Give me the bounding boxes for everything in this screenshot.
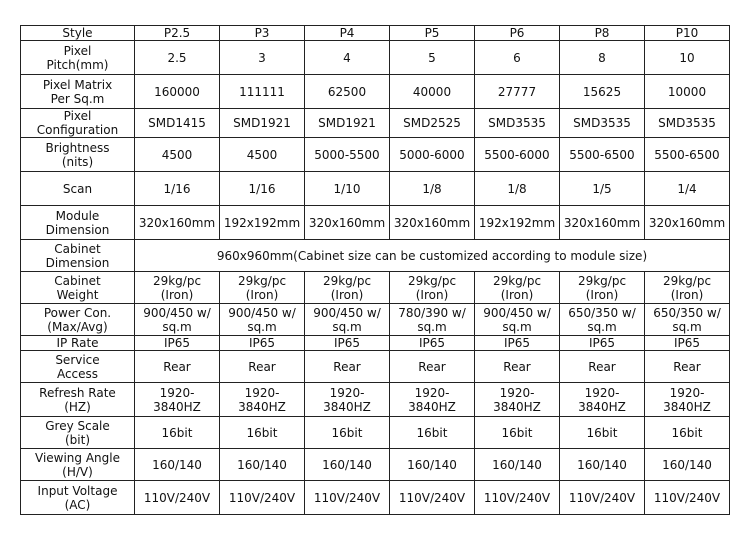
row-label: Pixel Matrix Per Sq.m — [21, 75, 135, 109]
table-row — [21, 138, 730, 172]
header-label: Style — [21, 26, 135, 41]
table-cell: 16bit — [135, 417, 220, 449]
table-cell: 160/140 — [390, 449, 475, 481]
table-row — [21, 481, 730, 515]
table-cell: 320x160mm — [305, 206, 390, 240]
table-cell: 16bit — [475, 417, 560, 449]
table-cell: 62500 — [305, 75, 390, 109]
table-cell: 160/140 — [135, 449, 220, 481]
table-cell: 4500 — [220, 138, 305, 172]
table-row — [21, 240, 730, 272]
table-cell: 16bit — [305, 417, 390, 449]
table-cell: 110V/240V — [645, 481, 730, 515]
table-row — [21, 172, 730, 206]
table-cell: 1/8 — [390, 172, 475, 206]
table-cell: 1/10 — [305, 172, 390, 206]
table-cell: 29kg/pc (Iron) — [645, 272, 730, 304]
table-cell: 160000 — [135, 75, 220, 109]
table-cell: 110V/240V — [390, 481, 475, 515]
table-cell: 1/4 — [645, 172, 730, 206]
table-cell: 16bit — [560, 417, 645, 449]
table-cell: 320x160mm — [560, 206, 645, 240]
table-cell: 5000-5500 — [305, 138, 390, 172]
table-cell: 15625 — [560, 75, 645, 109]
row-label: Viewing Angle (H/V) — [21, 449, 135, 481]
row-label: Grey Scale (bit) — [21, 417, 135, 449]
table-cell: 3 — [220, 41, 305, 75]
table-cell: 1/8 — [475, 172, 560, 206]
table-cell: SMD1921 — [305, 109, 390, 138]
model-header: P3 — [220, 26, 305, 41]
table-cell: 29kg/pc (Iron) — [390, 272, 475, 304]
row-label: Power Con. (Max/Avg) — [21, 304, 135, 336]
table-cell: Rear — [220, 351, 305, 383]
table-cell: 320x160mm — [135, 206, 220, 240]
table-cell: 5500-6500 — [560, 138, 645, 172]
model-header: P8 — [560, 26, 645, 41]
row-label: IP Rate — [21, 336, 135, 351]
table-row — [21, 272, 730, 304]
table-cell: Rear — [135, 351, 220, 383]
row-label: Scan — [21, 172, 135, 206]
table-cell: 29kg/pc (Iron) — [220, 272, 305, 304]
table-cell: 780/390 w/ sq.m — [390, 304, 475, 336]
table-cell: 1/16 — [135, 172, 220, 206]
table-cell: SMD1921 — [220, 109, 305, 138]
table-cell: 1920- 3840HZ — [220, 383, 305, 417]
table-cell: 1/5 — [560, 172, 645, 206]
table-cell: 1920- 3840HZ — [560, 383, 645, 417]
table-cell: Rear — [475, 351, 560, 383]
table-cell: 900/450 w/ sq.m — [305, 304, 390, 336]
model-header: P6 — [475, 26, 560, 41]
model-header: P2.5 — [135, 26, 220, 41]
table-row — [21, 383, 730, 417]
row-label: Cabinet Weight — [21, 272, 135, 304]
table-cell: 40000 — [390, 75, 475, 109]
table-cell: IP65 — [475, 336, 560, 351]
table-cell: 10 — [645, 41, 730, 75]
table-cell: 5500-6500 — [645, 138, 730, 172]
table-cell: IP65 — [305, 336, 390, 351]
row-label: Cabinet Dimension — [21, 240, 135, 272]
table-cell: IP65 — [135, 336, 220, 351]
table-cell: IP65 — [560, 336, 645, 351]
table-cell: Rear — [645, 351, 730, 383]
table-cell: 1920- 3840HZ — [475, 383, 560, 417]
table-cell: 5000-6000 — [390, 138, 475, 172]
table-cell: 192x192mm — [220, 206, 305, 240]
model-header: P10 — [645, 26, 730, 41]
model-header: P4 — [305, 26, 390, 41]
table-cell: 160/140 — [645, 449, 730, 481]
row-label: Input Voltage (AC) — [21, 481, 135, 515]
model-header: P5 — [390, 26, 475, 41]
table-cell: 29kg/pc (Iron) — [560, 272, 645, 304]
table-cell: 900/450 w/ sq.m — [475, 304, 560, 336]
table-row — [21, 109, 730, 138]
table-cell: 111111 — [220, 75, 305, 109]
table-cell: 8 — [560, 41, 645, 75]
table-cell: 192x192mm — [475, 206, 560, 240]
table-cell: 320x160mm — [645, 206, 730, 240]
table-cell: 160/140 — [220, 449, 305, 481]
table-cell: 110V/240V — [560, 481, 645, 515]
table-cell: SMD1415 — [135, 109, 220, 138]
table-cell: 10000 — [645, 75, 730, 109]
table-cell: 4 — [305, 41, 390, 75]
table-cell: 1/16 — [220, 172, 305, 206]
row-label: Pixel Configuration — [21, 109, 135, 138]
table-cell: 29kg/pc (Iron) — [475, 272, 560, 304]
table-cell: 4500 — [135, 138, 220, 172]
table-cell: 160/140 — [475, 449, 560, 481]
table-cell: 110V/240V — [135, 481, 220, 515]
table-cell: 320x160mm — [390, 206, 475, 240]
table-cell: SMD2525 — [390, 109, 475, 138]
table-row — [21, 41, 730, 75]
table-cell: Rear — [560, 351, 645, 383]
table-cell: 5500-6000 — [475, 138, 560, 172]
table-cell: 1920- 3840HZ — [305, 383, 390, 417]
table-cell: 650/350 w/ sq.m — [645, 304, 730, 336]
table-cell: 160/140 — [560, 449, 645, 481]
table-row — [21, 75, 730, 109]
table-cell: IP65 — [390, 336, 475, 351]
table-row — [21, 304, 730, 336]
row-label: Refresh Rate (HZ) — [21, 383, 135, 417]
row-label: Module Dimension — [21, 206, 135, 240]
table-row — [21, 417, 730, 449]
table-cell: SMD3535 — [560, 109, 645, 138]
cabinet-dimension-value: 960x960mm(Cabinet size can be customized according to module size) — [135, 240, 730, 272]
table-cell: 2.5 — [135, 41, 220, 75]
table-cell: 29kg/pc (Iron) — [305, 272, 390, 304]
table-cell: 1920- 3840HZ — [135, 383, 220, 417]
table-cell: 110V/240V — [475, 481, 560, 515]
table-cell: 160/140 — [305, 449, 390, 481]
spec-table — [20, 25, 730, 515]
table-cell: 1920- 3840HZ — [645, 383, 730, 417]
table-cell: 16bit — [220, 417, 305, 449]
table-cell: 1920- 3840HZ — [390, 383, 475, 417]
table-cell: Rear — [305, 351, 390, 383]
table-cell: 6 — [475, 41, 560, 75]
table-cell: IP65 — [220, 336, 305, 351]
table-cell: 650/350 w/ sq.m — [560, 304, 645, 336]
row-label: Brightness (nits) — [21, 138, 135, 172]
table-row — [21, 206, 730, 240]
table-cell: 110V/240V — [220, 481, 305, 515]
table-row — [21, 336, 730, 351]
table-cell: SMD3535 — [475, 109, 560, 138]
table-cell: IP65 — [645, 336, 730, 351]
table-cell: 900/450 w/ sq.m — [135, 304, 220, 336]
table-row — [21, 351, 730, 383]
table-row — [21, 449, 730, 481]
table-cell: 900/450 w/ sq.m — [220, 304, 305, 336]
table-cell: 27777 — [475, 75, 560, 109]
row-label: Pixel Pitch(mm) — [21, 41, 135, 75]
table-cell: 16bit — [645, 417, 730, 449]
table-cell: 5 — [390, 41, 475, 75]
header-row — [21, 26, 730, 41]
table-cell: 110V/240V — [305, 481, 390, 515]
table-cell: SMD3535 — [645, 109, 730, 138]
row-label: Service Access — [21, 351, 135, 383]
table-cell: 16bit — [390, 417, 475, 449]
table-cell: Rear — [390, 351, 475, 383]
table-cell: 29kg/pc (Iron) — [135, 272, 220, 304]
